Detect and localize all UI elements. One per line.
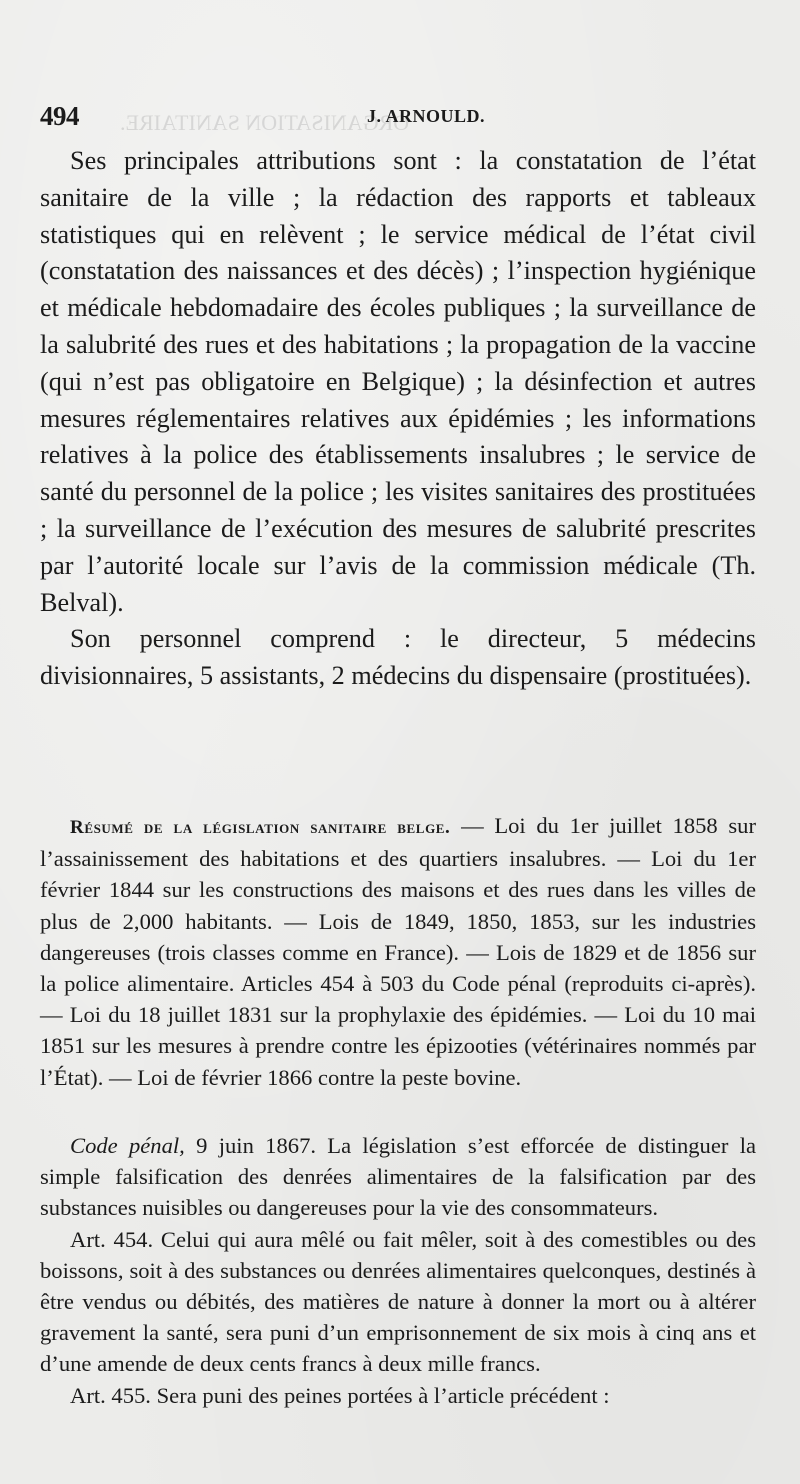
page-number: 494 — [40, 101, 79, 131]
code-penal-title: Code pénal, — [70, 1133, 185, 1158]
page-header — [40, 101, 756, 135]
attributions-paragraph: Ses principales attributions sont : la constatation de l’état sanitaire de la ville ; la rédaction des rapports et tableaux statistiques qui en relèvent ; le service médical de l’état civil (constatation des naissances et des décès) ; l’inspection hygiénique et médicale hebdomadaire des écoles publiques ; la surveillance de la salubrité des rues et des habitations ; la propagation de la vaccine (qui n’est pas obligatoire en Belgique) ; la désinfection et autres mesures réglementaires relatives aux épidémies ; les informations relatives à la police des établissements insalubres ; le service de santé du personnel de la police ; les visites sanitaires des prostituées ; la surveillance de l’exécution des mesures de salubrité prescrites par l’autorité locale sur l’avis de la commission médicale (Th. Belval). — [40, 146, 756, 617]
code-penal-section — [40, 1130, 756, 1411]
summary-text: — Loi du 1er juillet 1858 sur l’assainissement des habitations et des quartiers insalubres. — Loi du 1er février 1844 sur les constructions des maisons et des rues dans les villes de plus de 2,000 habitants. — Lois de 1849, 1850, 1853, sur les industries dangereuses (trois classes comme en France). — Lois de 1829 et de 1856 sur la police alimentaire. Articles 454 à 503 du Code pénal (reproduits ci-après). — Loi du 18 juillet 1831 sur la prophylaxie des épidémies. — Loi du 10 mai 1851 sur les mesures à prendre contre les épizooties (vétérinaires nommés par l’État). — Loi de février 1866 contre la peste bovine. — [40, 813, 756, 1090]
running-head: J. ARNOULD. — [367, 106, 486, 126]
code-penal-text: 9 juin 1867. La législation s’est efforcée de distinguer la simple falsification des denrées alimentaires de la falsification par des substances nuisibles ou dangereuses pour la vie des consommateurs. — [40, 1133, 757, 1221]
bleed-through-text: ORGANISATION SANITAIRE. — [120, 110, 410, 135]
legislation-summary — [40, 810, 756, 1093]
article-454: Art. 454. Celui qui aura mêlé ou fait mêler, soit à des comestibles ou des boissons, soit à des substances ou denrées alimentaires quelconques, destinés à être vendus ou débités, des matières de nature à donner la mort ou à altérer gravement la santé, sera puni d’un emprisonnement de six mois à cinq ans et d’une amende de deux cents francs à deux mille francs. — [40, 1226, 756, 1377]
article-455: Art. 455. Sera puni des peines portées à l’article précédent : — [70, 1382, 610, 1408]
personnel-paragraph: Son personnel comprend : le directeur, 5 médecins divisionnaires, 5 assistants, 2 médecins du dispensaire (prostituées). — [40, 624, 756, 691]
summary-heading: Résumé de la législation sanitaire belge. — [70, 817, 451, 838]
main-text — [40, 143, 756, 695]
